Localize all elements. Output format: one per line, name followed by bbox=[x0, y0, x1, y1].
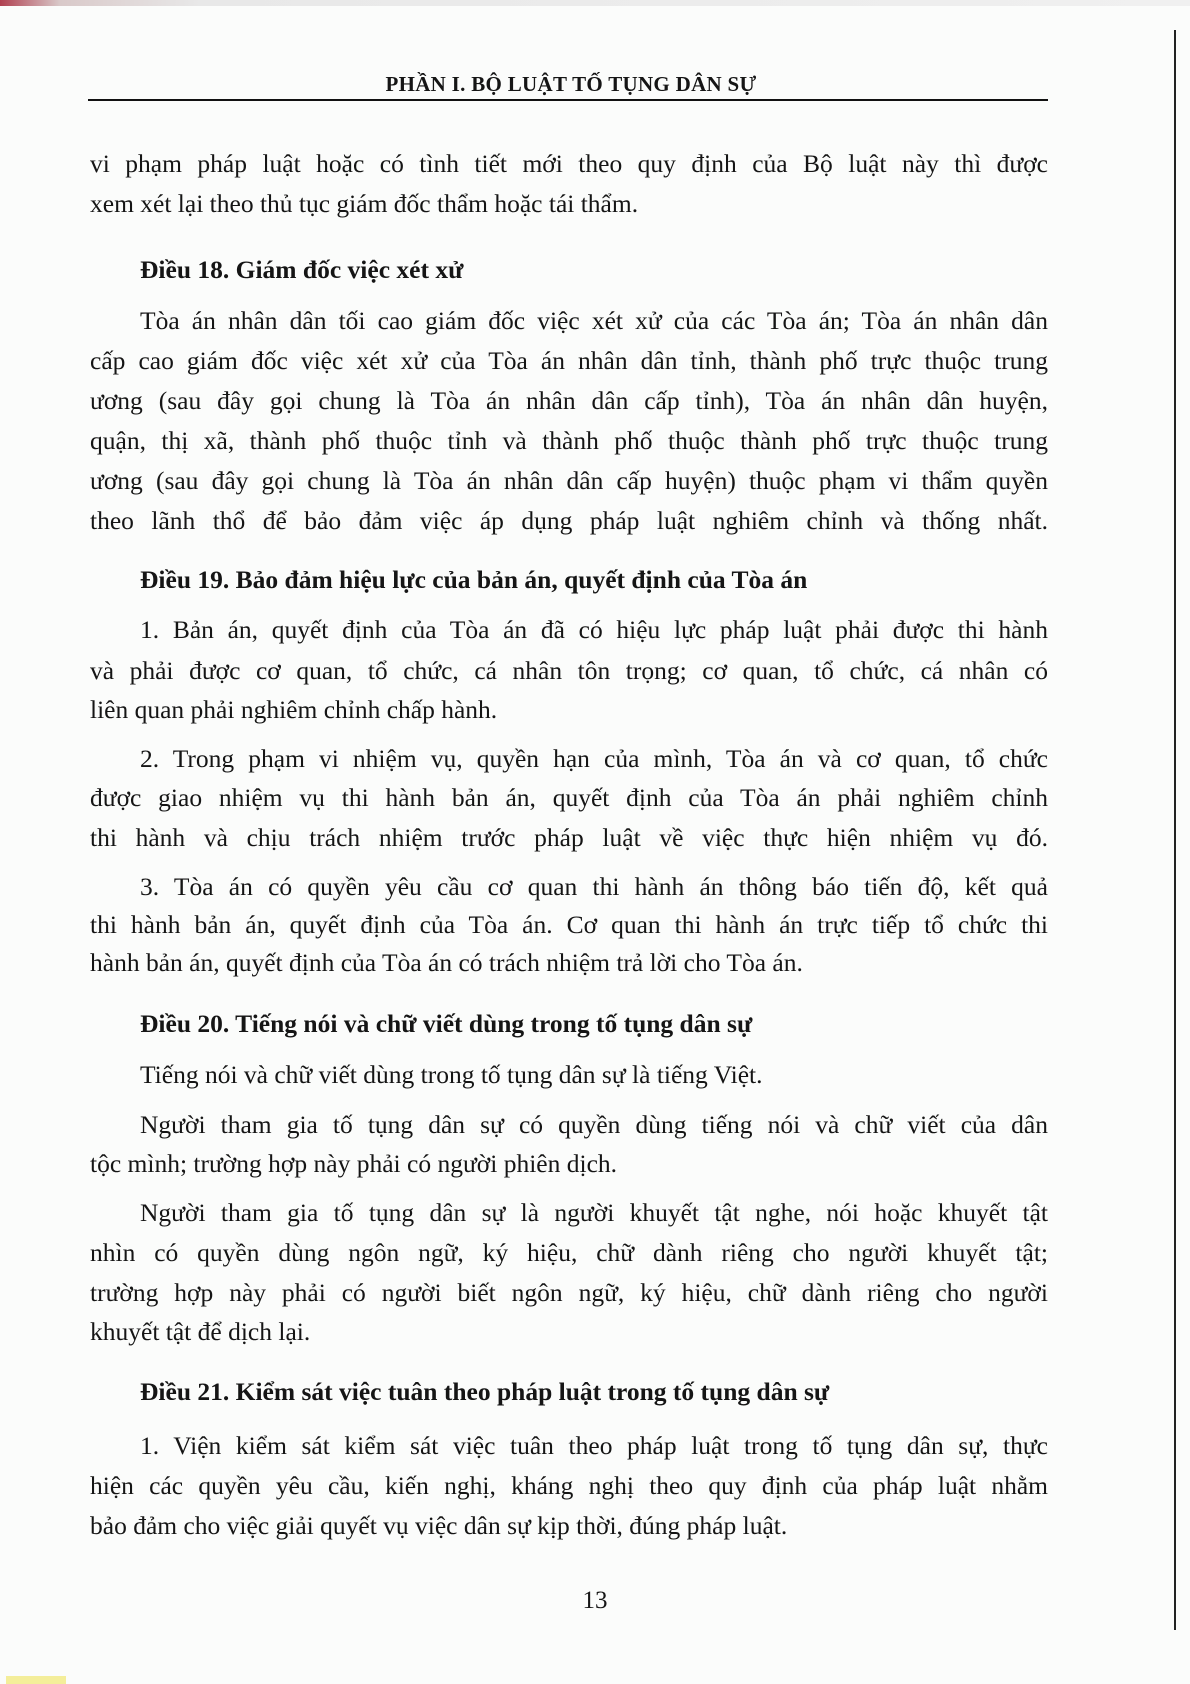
line: 1. Viện kiểm sát kiểm sát việc tuân theo pháp luật trong tố tụng dân sự, thực bbox=[140, 1431, 1048, 1460]
article-heading: Điều 19. Bảo đảm hiệu lực của bản án, quyết định của Tòa án bbox=[140, 565, 808, 594]
line: hành bản án, quyết định của Tòa án có trách nhiệm trả lời cho Tòa án. bbox=[90, 948, 803, 977]
line: bảo đảm cho việc giải quyết vụ việc dân sự kịp thời, đúng pháp luật. bbox=[90, 1511, 788, 1540]
line: được giao nhiệm vụ thi hành bản án, quyết định của Tòa án phải nghiêm chỉnh bbox=[90, 783, 1048, 812]
line: 2. Trong phạm vi nhiệm vụ, quyền hạn của mình, Tòa án và cơ quan, tổ chức bbox=[140, 744, 1048, 773]
article-heading: Điều 20. Tiếng nói và chữ viết dùng trong tố tụng dân sự bbox=[140, 1009, 753, 1038]
line: hiện các quyền yêu cầu, kiến nghị, kháng nghị theo quy định của pháp luật nhằm bbox=[90, 1471, 1048, 1500]
line: thi hành bản án, quyết định của Tòa án. Cơ quan thi hành án trực tiếp tổ chức thi bbox=[90, 910, 1048, 939]
line: ương (sau đây gọi chung là Tòa án nhân dân cấp tỉnh), Tòa án nhân dân huyện, bbox=[90, 386, 1048, 415]
line: trường hợp này phải có người biết ngôn ngữ, ký hiệu, chữ dành riêng cho người bbox=[90, 1278, 1048, 1307]
line: khuyết tật để dịch lại. bbox=[90, 1317, 311, 1346]
line: Tòa án nhân dân tối cao giám đốc việc xét xử của các Tòa án; Tòa án nhân dân bbox=[140, 306, 1048, 335]
article-heading: Điều 18. Giám đốc việc xét xử bbox=[140, 255, 464, 284]
line: vi phạm pháp luật hoặc có tình tiết mới theo quy định của Bộ luật này thì được bbox=[90, 149, 1048, 178]
line: xem xét lại theo thủ tục giám đốc thẩm hoặc tái thẩm. bbox=[90, 189, 639, 218]
line: Người tham gia tố tụng dân sự là người khuyết tật nghe, nói hoặc khuyết tật bbox=[140, 1198, 1048, 1227]
line: cấp cao giám đốc việc xét xử của Tòa án nhân dân tỉnh, thành phố trực thuộc trung bbox=[90, 346, 1048, 375]
page-number: 13 bbox=[582, 1587, 608, 1614]
scan-mark bbox=[6, 1676, 66, 1684]
line: tộc mình; trường hợp này phải có người phiên dịch. bbox=[90, 1149, 618, 1178]
line: và phải được cơ quan, tổ chức, cá nhân tôn trọng; cơ quan, tổ chức, cá nhân có bbox=[90, 656, 1048, 685]
line: theo lãnh thổ để bảo đảm việc áp dụng pháp luật nghiêm chỉnh và thống nhất. bbox=[90, 506, 1048, 535]
line: thi hành và chịu trách nhiệm trước pháp luật về việc thực hiện nhiệm vụ đó. bbox=[90, 823, 1048, 852]
line: Người tham gia tố tụng dân sự có quyền dùng tiếng nói và chữ viết của dân bbox=[140, 1110, 1048, 1139]
line: ương (sau đây gọi chung là Tòa án nhân dân cấp huyện) thuộc phạm vi thẩm quyền bbox=[90, 466, 1048, 495]
line: quận, thị xã, thành phố thuộc tỉnh và thành phố thuộc thành phố trực thuộc trung bbox=[90, 426, 1048, 455]
scan-edge bbox=[0, 0, 1190, 6]
line: nhìn có quyền dùng ngôn ngữ, ký hiệu, chữ dành riêng cho người khuyết tật; bbox=[90, 1238, 1048, 1267]
running-header: PHẦN I. BỘ LUẬT TỐ TỤNG DÂN SỰ bbox=[385, 72, 757, 96]
line: 3. Tòa án có quyền yêu cầu cơ quan thi hành án thông báo tiến độ, kết quả bbox=[140, 872, 1048, 901]
line: Tiếng nói và chữ viết dùng trong tố tụng dân sự là tiếng Việt. bbox=[140, 1060, 763, 1089]
article-heading: Điều 21. Kiểm sát việc tuân theo pháp luật trong tố tụng dân sự bbox=[140, 1377, 830, 1406]
line: liên quan phải nghiêm chỉnh chấp hành. bbox=[90, 695, 498, 724]
header-rule bbox=[88, 99, 1048, 101]
page-border bbox=[1174, 30, 1176, 1630]
line: 1. Bản án, quyết định của Tòa án đã có hiệu lực pháp luật phải được thi hành bbox=[140, 615, 1048, 644]
